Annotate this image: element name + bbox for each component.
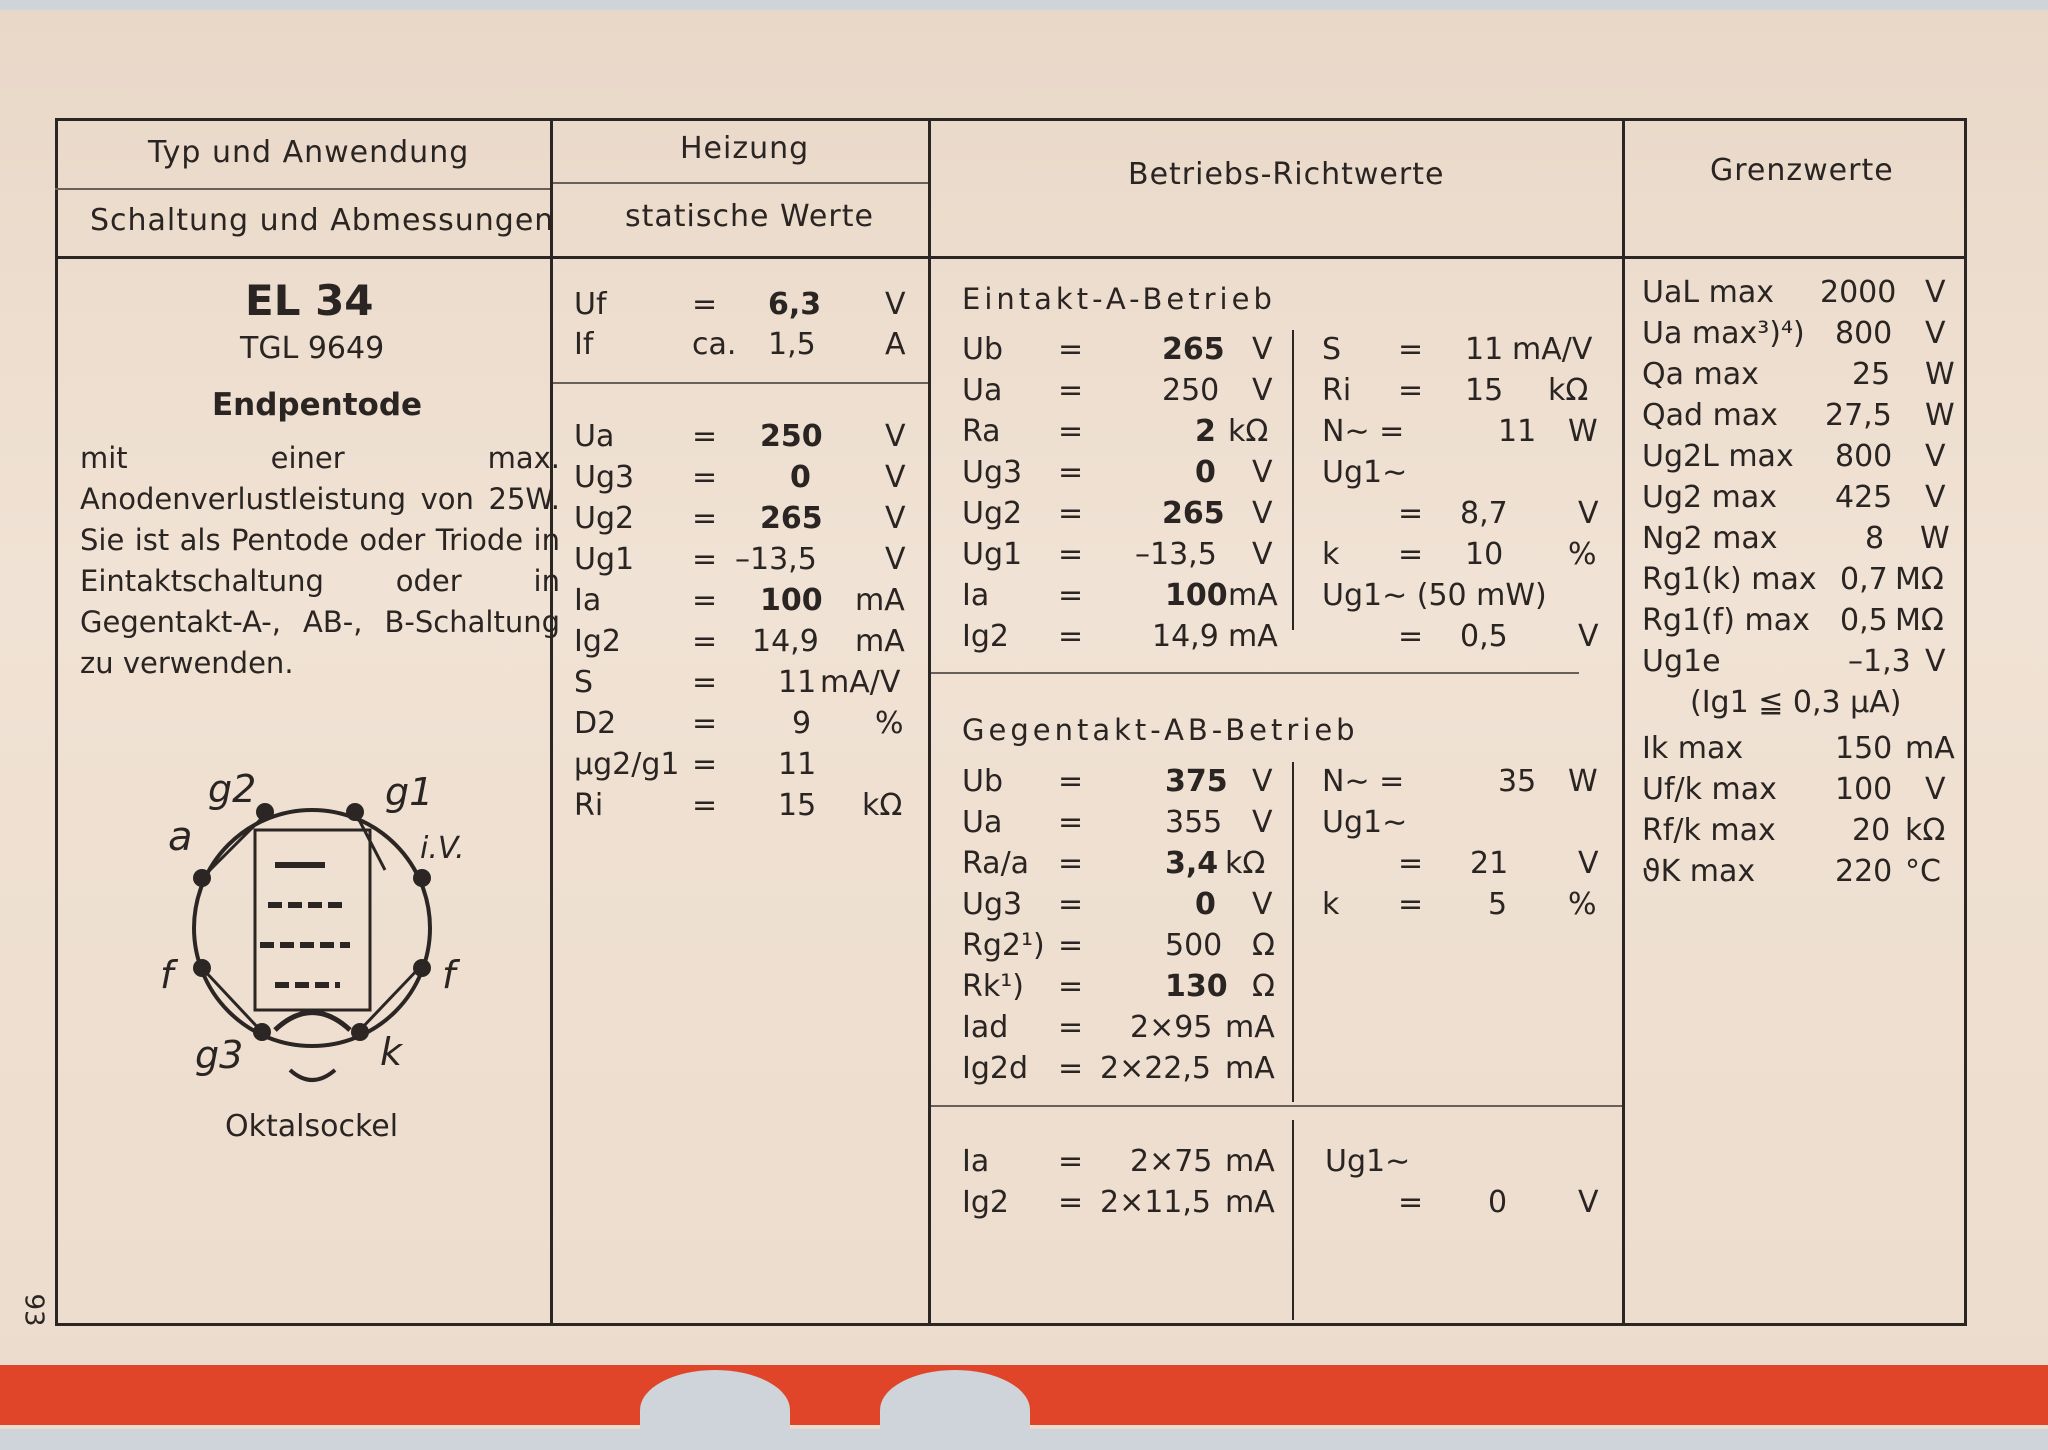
header-limits: Grenzwerte <box>1710 153 1894 188</box>
param-value: 11 <box>778 665 817 700</box>
param-unit: % <box>1568 537 1597 572</box>
section-rule <box>931 672 1579 674</box>
pin-label-a: a <box>168 814 193 860</box>
param-value: –13,5 <box>1135 537 1217 572</box>
param-unit: V <box>1578 1185 1599 1220</box>
tube-standard: TGL 9649 <box>240 331 385 366</box>
param-sign: = <box>692 788 718 823</box>
param-unit: mA <box>1225 1010 1275 1045</box>
param-value: 250 <box>1162 373 1220 408</box>
param-unit: Ω <box>1252 969 1275 1004</box>
limit-value: 220 <box>1835 854 1893 889</box>
param-unit: V <box>1578 496 1599 531</box>
limit-symbol: Uf/k max <box>1642 772 1777 807</box>
param-sign: = <box>1058 1144 1084 1179</box>
inner-divider <box>1292 762 1294 1102</box>
param-unit: % <box>1568 887 1597 922</box>
header-sub-rule <box>55 188 550 190</box>
limit-note: (Ig1 ≦ 0,3 μA) <box>1690 685 1902 720</box>
tube-description: mit einer max. Anodenverlustleistung von 25W. Sie ist als Pentode oder Triode in Eintaktschaltung oder in Gegentakt-A-, AB-, B-Schaltung zu verwenden. <box>80 441 560 680</box>
param-unit: W <box>1568 764 1598 799</box>
limit-value: 20 <box>1852 813 1891 848</box>
param-symbol: Ug1 <box>962 537 1023 572</box>
card-notch <box>880 1370 1030 1450</box>
limit-unit: V <box>1925 439 1946 474</box>
inner-divider <box>1292 330 1294 630</box>
param-unit: V <box>1252 373 1273 408</box>
param-sign: = <box>1058 1185 1084 1220</box>
param-value: 130 <box>1165 969 1228 1004</box>
param-symbol: Ra/a <box>962 846 1030 881</box>
param-unit: kΩ <box>1228 414 1269 449</box>
param-value: 11 <box>1465 332 1504 367</box>
header-type: Typ und Anwendung <box>148 135 470 170</box>
param-unit: W <box>1568 414 1598 449</box>
param-value: 5 <box>1488 887 1508 922</box>
param-symbol: k <box>1322 887 1340 922</box>
param-symbol: Ig2 <box>962 619 1009 654</box>
data-card <box>0 10 2048 1429</box>
param-symbol: Rk¹) <box>962 969 1024 1004</box>
limit-unit: V <box>1925 644 1946 679</box>
param-sign: = <box>692 287 718 322</box>
limit-value: 27,5 <box>1825 398 1892 433</box>
param-symbol: Ug1∼ <box>1325 1144 1411 1179</box>
limit-value: –1,3 <box>1848 644 1911 679</box>
param-sign: = <box>1058 928 1084 963</box>
param-unit: V <box>1252 455 1273 490</box>
limit-symbol: Ug2 max <box>1642 480 1777 515</box>
limit-symbol: Ua max³)⁴) <box>1642 316 1805 351</box>
limit-value: 425 <box>1835 480 1893 515</box>
param-unit: V <box>1578 619 1599 654</box>
param-unit: V <box>1252 887 1273 922</box>
param-value: 265 <box>760 501 823 536</box>
limit-symbol: Rf/k max <box>1642 813 1776 848</box>
param-value: 15 <box>1465 373 1504 408</box>
tube-type: Endpentode <box>212 387 423 423</box>
page-number: 93 <box>18 1293 49 1327</box>
param-symbol: Ia <box>574 583 602 618</box>
param-value: 11 <box>1498 414 1537 449</box>
param-symbol: Ia <box>962 578 990 613</box>
param-symbol: Ug3 <box>962 887 1023 922</box>
param-sign: = <box>1398 846 1424 881</box>
param-unit: Ω <box>1252 928 1275 963</box>
param-sign: = <box>1058 455 1084 490</box>
param-value: 14,9 <box>752 624 819 659</box>
limit-unit: mA <box>1905 731 1955 766</box>
column-divider <box>1622 118 1625 1326</box>
limit-unit: W <box>1925 357 1955 392</box>
param-symbol: Ug2 <box>962 496 1023 531</box>
param-sign: = <box>1058 496 1084 531</box>
param-sign: = <box>692 460 718 495</box>
param-unit: mA/V <box>1512 332 1593 367</box>
param-value: 265 <box>1162 332 1225 367</box>
param-symbol: Ig2 <box>962 1185 1009 1220</box>
param-symbol: Ri <box>574 788 604 823</box>
pin-label-f: f <box>160 953 174 997</box>
param-value: 375 <box>1165 764 1228 799</box>
param-sign: = <box>692 501 718 536</box>
param-sign: = <box>1398 1185 1424 1220</box>
limit-value: 800 <box>1835 316 1893 351</box>
param-sign: = <box>1058 887 1084 922</box>
param-value: 100 <box>1165 578 1228 613</box>
param-unit: V <box>1578 846 1599 881</box>
param-sign: = <box>1058 578 1084 613</box>
param-unit: % <box>875 706 904 741</box>
param-symbol: Ri <box>1322 373 1352 408</box>
param-value: 2×22,5 <box>1100 1051 1212 1086</box>
header-rule <box>55 256 1967 259</box>
header-operating: Betriebs-Richtwerte <box>1128 157 1445 192</box>
param-value: 15 <box>778 788 817 823</box>
pin-label-k: k <box>380 1030 403 1074</box>
param-sign: = <box>1058 414 1084 449</box>
param-symbol: Ra <box>962 414 1001 449</box>
limit-unit: MΩ <box>1895 603 1944 638</box>
section-rule <box>931 1105 1622 1107</box>
param-unit: kΩ <box>1548 373 1589 408</box>
param-value: 0,5 <box>1460 619 1508 654</box>
param-sign: = <box>1398 537 1424 572</box>
param-unit: mA <box>855 583 905 618</box>
param-sign: = <box>692 419 718 454</box>
param-unit: V <box>885 287 906 322</box>
param-value: 500 <box>1165 928 1223 963</box>
param-value: 355 <box>1165 805 1223 840</box>
param-value: 21 <box>1470 846 1509 881</box>
param-sign: = <box>1058 1010 1084 1045</box>
header-static: statische Werte <box>625 199 874 234</box>
section-title-gegentakt: Gegentakt-AB-Betrieb <box>962 713 1359 747</box>
param-sign: = <box>1058 969 1084 1004</box>
param-unit: mA <box>855 624 905 659</box>
param-symbol: Ug1∼ (50 mW) <box>1322 578 1547 613</box>
param-symbol: Ug3 <box>574 460 635 495</box>
limit-unit: V <box>1925 772 1946 807</box>
param-unit: kΩ <box>1225 846 1266 881</box>
limit-unit: V <box>1925 316 1946 351</box>
param-value: 265 <box>1162 496 1225 531</box>
param-sign: = <box>1398 373 1424 408</box>
param-sign: = <box>692 747 718 782</box>
param-value: 0 <box>790 460 811 495</box>
header-circuit: Schaltung und Abmessungen <box>90 203 555 238</box>
param-symbol: D2 <box>574 706 617 741</box>
inner-divider <box>1292 1120 1294 1320</box>
pin-label-iv: i.V. <box>420 831 465 866</box>
param-unit: V <box>885 501 906 536</box>
param-sign: ca. <box>692 327 737 362</box>
param-symbol: Ua <box>574 419 615 454</box>
param-value: 2×11,5 <box>1100 1185 1212 1220</box>
param-sign: = <box>1398 496 1424 531</box>
limit-symbol: Rg1(k) max <box>1642 562 1817 597</box>
param-sign: = <box>692 624 718 659</box>
limit-value: 150 <box>1835 731 1893 766</box>
limit-unit: °C <box>1905 854 1941 889</box>
limit-unit: kΩ <box>1905 813 1946 848</box>
param-symbol: Ua <box>962 373 1003 408</box>
param-symbol: Rg2¹) <box>962 928 1045 963</box>
param-sign: = <box>1058 764 1084 799</box>
limit-value: 0,5 <box>1840 603 1888 638</box>
param-symbol: Iad <box>962 1010 1009 1045</box>
param-sign: = <box>1398 887 1424 922</box>
param-symbol: Uf <box>574 287 607 322</box>
param-sign: = <box>1058 846 1084 881</box>
limit-value: 25 <box>1852 357 1891 392</box>
column-divider <box>550 118 553 1326</box>
limit-symbol: Qad max <box>1642 398 1778 433</box>
param-value: 2×95 <box>1130 1010 1213 1045</box>
limit-symbol: Ik max <box>1642 731 1744 766</box>
param-symbol: Ub <box>962 764 1004 799</box>
param-sign: = <box>1058 373 1084 408</box>
param-value: 9 <box>792 706 812 741</box>
limit-symbol: Qa max <box>1642 357 1759 392</box>
limit-unit: MΩ <box>1895 562 1944 597</box>
param-symbol: Ug2 <box>574 501 635 536</box>
param-symbol: N∼ = <box>1322 414 1405 449</box>
heating-rule <box>553 382 928 384</box>
param-value: 0 <box>1195 887 1216 922</box>
param-unit: V <box>1252 496 1273 531</box>
param-unit: V <box>1252 537 1273 572</box>
param-sign: = <box>1058 805 1084 840</box>
param-unit: V <box>1252 764 1273 799</box>
param-symbol: k <box>1322 537 1340 572</box>
param-symbol: μg2/g1 <box>574 747 680 782</box>
param-symbol: Ig2d <box>962 1051 1029 1086</box>
limit-unit: V <box>1925 480 1946 515</box>
limit-symbol: UaL max <box>1642 275 1774 310</box>
limit-unit: V <box>1925 275 1946 310</box>
param-unit: V <box>885 542 906 577</box>
pin-label-g1: g1 <box>385 770 434 814</box>
limit-value: 8 <box>1865 521 1885 556</box>
param-unit: V <box>1252 805 1273 840</box>
param-value: –13,5 <box>735 542 817 577</box>
param-symbol: Ug1∼ <box>1322 455 1408 490</box>
param-symbol: Ug3 <box>962 455 1023 490</box>
param-sign: = <box>692 542 718 577</box>
param-unit: V <box>885 419 906 454</box>
param-value: 8,7 <box>1460 496 1508 531</box>
param-value: 6,3 <box>768 287 822 322</box>
section-title-eintakt: Eintakt-A-Betrieb <box>962 282 1276 316</box>
param-value: 35 <box>1498 764 1537 799</box>
column-divider <box>928 118 931 1326</box>
param-unit: V <box>1252 332 1273 367</box>
limit-symbol: Ng2 max <box>1642 521 1778 556</box>
param-unit: mA <box>1228 578 1278 613</box>
param-symbol: Ub <box>962 332 1004 367</box>
param-sign: = <box>1058 537 1084 572</box>
param-value: 250 <box>760 419 823 454</box>
param-value: 2×75 <box>1130 1144 1213 1179</box>
param-value: 2 <box>1195 414 1216 449</box>
param-value: 14,9 <box>1152 619 1219 654</box>
param-symbol: Ig2 <box>574 624 621 659</box>
limit-symbol: Ug2L max <box>1642 439 1794 474</box>
limit-value: 2000 <box>1820 275 1897 310</box>
param-unit: kΩ <box>862 788 903 823</box>
limit-unit: W <box>1920 521 1950 556</box>
param-sign: = <box>1058 332 1084 367</box>
param-unit: mA <box>1225 1051 1275 1086</box>
param-sign: = <box>1398 619 1424 654</box>
limit-unit: W <box>1925 398 1955 433</box>
param-symbol: N∼ = <box>1322 764 1405 799</box>
param-sign: = <box>1058 1051 1084 1086</box>
param-sign: = <box>692 665 718 700</box>
param-unit: mA <box>1225 1144 1275 1179</box>
tube-name: EL 34 <box>245 276 374 325</box>
header-sub-rule <box>553 182 928 184</box>
limit-symbol: Rg1(f) max <box>1642 603 1810 638</box>
limit-value: 0,7 <box>1840 562 1888 597</box>
limit-symbol: ϑK max <box>1642 854 1756 889</box>
socket-label: Oktalsockel <box>225 1109 399 1144</box>
limit-value: 100 <box>1835 772 1893 807</box>
param-symbol: S <box>1322 332 1342 367</box>
param-sign: = <box>1058 619 1084 654</box>
param-sign: = <box>1398 332 1424 367</box>
limit-value: 800 <box>1835 439 1893 474</box>
param-symbol: Ia <box>962 1144 990 1179</box>
param-sign: = <box>692 706 718 741</box>
param-value: 0 <box>1195 455 1216 490</box>
param-value: 11 <box>778 747 817 782</box>
param-symbol: Ua <box>962 805 1003 840</box>
param-unit: V <box>885 460 906 495</box>
header-heating: Heizung <box>680 131 810 166</box>
param-sign: = <box>692 583 718 618</box>
param-symbol: Ug1∼ <box>1322 805 1408 840</box>
card-notch <box>640 1370 790 1450</box>
pin-label-f: f <box>442 953 456 997</box>
param-value: 1,5 <box>768 327 816 362</box>
param-symbol: If <box>574 327 594 362</box>
param-symbol: Ug1 <box>574 542 635 577</box>
param-unit: mA/V <box>820 665 901 700</box>
pin-label-g3: g3 <box>195 1033 244 1077</box>
limit-symbol: Ug1e <box>1642 644 1721 679</box>
param-unit: A <box>885 327 906 362</box>
param-value: 10 <box>1465 537 1504 572</box>
param-symbol: S <box>574 665 594 700</box>
param-value: 3,4 <box>1165 846 1219 881</box>
param-value: 100 <box>760 583 823 618</box>
param-unit: mA <box>1225 1185 1275 1220</box>
param-unit: mA <box>1228 619 1278 654</box>
param-value: 0 <box>1488 1185 1508 1220</box>
pin-label-g2: g2 <box>208 767 257 811</box>
